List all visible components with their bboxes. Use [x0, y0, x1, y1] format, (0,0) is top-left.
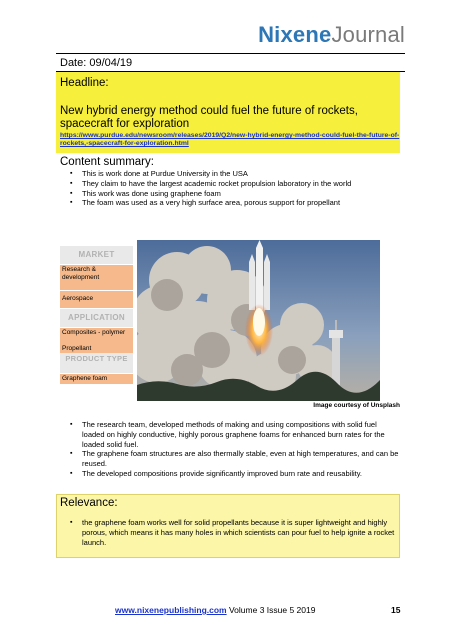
logo-journal: Journal [331, 22, 405, 47]
market-header: MARKET [60, 246, 133, 264]
detail-item: ▪ The research team, developed methods of making and using compositions with solid fuel loaded on highly conductive, highly porous graphene foams for enhanced burn rates for the loaded solid fuel. [60, 420, 400, 449]
detail-list [60, 420, 400, 479]
rocket-launch-photo [137, 240, 380, 401]
headline-title: New hybrid energy method could fuel the future of rockets, spacecraft for exploration [60, 105, 358, 130]
date: Date: 09/04/19 [60, 57, 133, 69]
headline-link[interactable]: https://www.purdue.edu/newsroom/releases/2019/Q2/new-hybrid-energy-method-could-fuel-the-future-of-rockets,-spacecraft-for-exploration.html [60, 132, 400, 147]
summary-item: ▪ This is work done at Purdue University in the USA [60, 169, 400, 179]
application-item: Propellant [60, 344, 133, 353]
footer-url-link[interactable]: www.nixenepublishing.com [115, 605, 227, 615]
journal-logo [258, 22, 405, 48]
detail-item: ▪ The developed compositions provide significantly improved burn rate and reusability. [60, 469, 400, 479]
application-item: Composites - polymer [60, 327, 133, 344]
relevance-list [60, 518, 396, 547]
product-item: Graphene foam [60, 373, 133, 384]
product-type-header: PRODUCT TYPE [60, 353, 133, 373]
logo-nixene: Nixene [258, 22, 332, 47]
page-number: 15 [391, 605, 401, 615]
image-caption: Image courtesy of Unsplash [313, 402, 400, 409]
summary-item: ▪ This work was done using graphene foam [60, 189, 400, 199]
top-rule [56, 53, 405, 54]
summary-item: ▪ The foam was used as a very high surface area, porous support for propellant [60, 198, 400, 208]
headline-label: Headline: [60, 77, 109, 89]
rocket-launch-image [137, 240, 380, 401]
category-sidebar [60, 246, 133, 384]
application-header: APPLICATION [60, 308, 133, 327]
summary-item: ▪ They claim to have the largest academic rocket propulsion laboratory in the world [60, 179, 400, 189]
detail-item: ▪ The graphene foam structures are also thermally stable, even at high temperatures, and can be reused. [60, 449, 400, 469]
summary-title: Content summary: [60, 156, 154, 168]
footer-issue: Volume 3 Issue 5 2019 [226, 605, 316, 615]
summary-list [60, 169, 400, 208]
market-item: Aerospace [60, 290, 133, 308]
relevance-item: ▪ the graphene foam works well for solid propellants because it is super lightweight and highly porous, which means it has many holes in which scientists can pour fuel to help ignite a rocket launch. [60, 518, 396, 547]
relevance-title: Relevance: [60, 497, 118, 509]
footer [115, 605, 315, 615]
market-item: Research & development [60, 264, 133, 290]
